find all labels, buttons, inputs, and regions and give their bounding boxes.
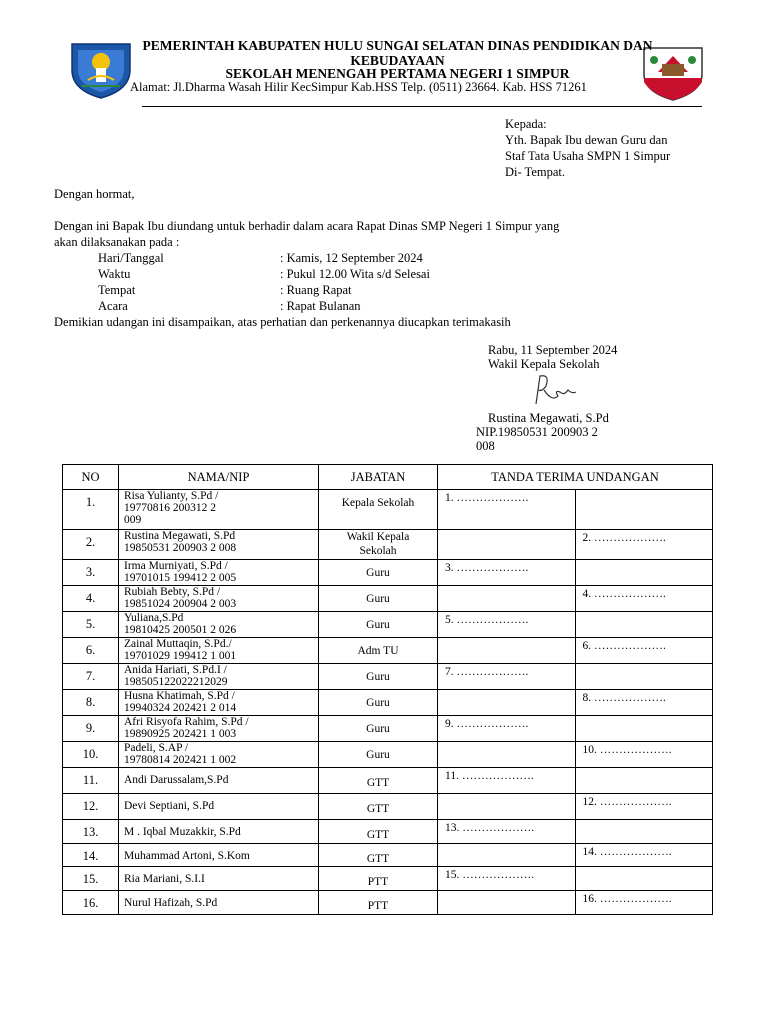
member-position: GTT <box>366 777 390 789</box>
signatory-nip: 008 <box>476 439 495 453</box>
signature-slot-left[interactable] <box>438 638 576 664</box>
signature-slot-right[interactable] <box>575 612 713 638</box>
signature-slot-left[interactable]: 7. ………………. <box>438 664 576 690</box>
header-nama: NAMA/NIP <box>119 465 319 490</box>
signature-slot-left[interactable]: 13. ………………. <box>438 820 576 844</box>
position-cell <box>319 664 438 690</box>
member-name: M . Iqbal Muzakkir, S.Pd <box>124 826 241 838</box>
member-name: Andi Darussalam,S.Pd <box>124 774 229 786</box>
table-row <box>63 794 713 820</box>
member-cell <box>119 638 319 664</box>
member-cell <box>119 716 319 742</box>
intro-text: akan dilaksanakan pada : <box>54 235 180 249</box>
position-cell <box>319 560 438 586</box>
recipient-line: Staf Tata Usaha SMPN 1 Simpur <box>505 149 671 163</box>
member-nip: 19810425 200501 2 026 <box>124 624 237 636</box>
member-name: Padeli, S.AP / <box>124 742 189 754</box>
signature-position: Wakil Kepala Sekolah <box>488 357 600 371</box>
table-row <box>63 638 713 664</box>
member-cell <box>119 560 319 586</box>
member-name: Ria Mariani, S.I.I <box>124 873 205 885</box>
detail-value: : Kamis, 12 September 2024 <box>280 251 423 265</box>
signature-slot-left[interactable] <box>438 844 576 867</box>
member-cell <box>119 768 319 794</box>
table-row <box>63 742 713 768</box>
detail-label: Waktu <box>98 267 131 281</box>
signatory-nip: NIP.19850531 200903 2 <box>476 425 598 439</box>
member-cell <box>119 490 319 530</box>
member-cell <box>119 742 319 768</box>
member-name: Afri Risyofa Rahim, S.Pd / <box>124 716 249 728</box>
signature-slot-right[interactable] <box>575 768 713 794</box>
row-number: 13. <box>63 820 119 844</box>
member-position: Guru <box>366 593 390 605</box>
table-row <box>63 530 713 560</box>
row-number: 15. <box>63 867 119 891</box>
table-row <box>63 612 713 638</box>
signature-slot-left[interactable]: 9. ………………. <box>438 716 576 742</box>
signature-slot-left[interactable]: 15. ………………. <box>438 867 576 891</box>
signature-date: Rabu, 11 September 2024 <box>488 343 618 357</box>
signature-slot-right[interactable]: 16. ………………. <box>575 891 713 915</box>
signature-slot-right[interactable]: 2. ………………. <box>575 530 713 560</box>
position-cell <box>319 638 438 664</box>
position-cell <box>319 716 438 742</box>
signature-slot-left[interactable] <box>438 586 576 612</box>
table-row <box>63 891 713 915</box>
member-name: Zainal Muttaqin, S.Pd./ <box>124 638 232 650</box>
letterhead-title: PEMERINTAH KABUPATEN HULU SUNGAI SELATAN DINAS PENDIDIKAN DAN KEBUDAYAAN <box>142 38 653 68</box>
member-cell <box>119 820 319 844</box>
table-row <box>63 716 713 742</box>
member-name: Risa Yulianty, S.Pd / <box>124 490 219 502</box>
row-number: 7. <box>63 664 119 690</box>
handwritten-signature-icon <box>528 372 578 408</box>
member-nip: 19940324 202421 2 014 <box>124 702 237 714</box>
member-name: Nurul Hafizah, S.Pd <box>124 897 218 909</box>
position-cell <box>319 586 438 612</box>
school-name: SEKOLAH MENENGAH PERTAMA NEGERI 1 SIMPUR <box>225 66 570 81</box>
member-name: Irma Murniyati, S.Pd / <box>124 560 228 572</box>
position-cell <box>319 891 438 915</box>
member-nip: 009 <box>124 514 142 526</box>
member-position: GTT <box>366 803 390 815</box>
member-cell <box>119 612 319 638</box>
header-no: NO <box>63 465 119 490</box>
member-name: Devi Septiani, S.Pd <box>124 800 215 812</box>
position-cell <box>319 820 438 844</box>
row-number: 10. <box>63 742 119 768</box>
row-number: 8. <box>63 690 119 716</box>
member-cell <box>119 794 319 820</box>
member-name: Anida Hariati, S.Pd.I / <box>124 664 227 676</box>
greeting: Dengan hormat, <box>54 187 135 201</box>
signature-slot-right[interactable]: 6. ………………. <box>575 638 713 664</box>
member-position: Guru <box>366 697 390 709</box>
row-number: 5. <box>63 612 119 638</box>
member-cell <box>119 530 319 560</box>
member-name: Rustina Megawati, S.Pd <box>124 530 236 542</box>
position-cell <box>319 612 438 638</box>
member-position: GTT <box>366 829 390 841</box>
signature-slot-right[interactable] <box>575 560 713 586</box>
closing-text: Demikian udangan ini disampaikan, atas perhatian dan perkenannya diucapkan terimakasih <box>54 315 511 329</box>
position-cell <box>319 490 438 530</box>
signature-slot-left[interactable] <box>438 530 576 560</box>
member-cell <box>119 844 319 867</box>
member-position: PTT <box>367 900 389 912</box>
table-row <box>63 490 713 530</box>
signatory-name: Rustina Megawati, S.Pd <box>488 411 609 425</box>
signature-slot-right[interactable]: 12. ………………. <box>575 794 713 820</box>
member-cell <box>119 690 319 716</box>
detail-value: : Pukul 12.00 Wita s/d Selesai <box>280 267 430 281</box>
position-cell <box>319 844 438 867</box>
member-nip: 19780814 202421 1 002 <box>124 754 237 766</box>
row-number: 4. <box>63 586 119 612</box>
detail-label: Acara <box>98 299 128 313</box>
table-row <box>63 768 713 794</box>
table-row <box>63 844 713 867</box>
member-position: GTT <box>366 853 390 865</box>
detail-label: Tempat <box>98 283 136 297</box>
signature-slot-right[interactable]: 8. ………………. <box>575 690 713 716</box>
header-jabatan: JABATAN <box>319 465 438 490</box>
signature-slot-right[interactable] <box>575 867 713 891</box>
signature-slot-right[interactable] <box>575 820 713 844</box>
member-name: Husna Khatimah, S.Pd / <box>124 690 235 702</box>
position-cell <box>319 530 438 560</box>
member-nip: 19770816 200312 2 <box>124 502 216 514</box>
row-number: 12. <box>63 794 119 820</box>
signature-slot-left[interactable] <box>438 690 576 716</box>
row-number: 9. <box>63 716 119 742</box>
signature-slot-right[interactable] <box>575 664 713 690</box>
signature-slot-right[interactable]: 10. ………………. <box>575 742 713 768</box>
letterhead-divider <box>142 106 702 107</box>
table-row <box>63 560 713 586</box>
signature-slot-right[interactable]: 4. ………………. <box>575 586 713 612</box>
recipient-line: Yth. Bapak Ibu dewan Guru dan <box>505 133 668 147</box>
position-cell <box>319 742 438 768</box>
table-row <box>63 820 713 844</box>
table-header-row <box>63 465 713 490</box>
member-position: Guru <box>366 723 390 735</box>
member-cell <box>119 891 319 915</box>
table-row <box>63 867 713 891</box>
invitation-receipt-table <box>62 464 713 915</box>
member-nip: 19890925 202421 1 003 <box>124 728 237 740</box>
member-cell <box>119 664 319 690</box>
row-number: 16. <box>63 891 119 915</box>
signature-slot-left[interactable] <box>438 891 576 915</box>
signature-slot-left[interactable]: 1. ………………. <box>438 490 576 530</box>
signature-slot-right[interactable] <box>575 716 713 742</box>
detail-value: : Ruang Rapat <box>280 283 352 297</box>
row-number: 3. <box>63 560 119 586</box>
position-cell <box>319 794 438 820</box>
row-number: 14. <box>63 844 119 867</box>
school-address: Alamat: Jl.Dharma Wasah Hilir KecSimpur Kab.HSS Telp. (0511) 23664. Kab. HSS 71261 <box>130 80 587 94</box>
signature-slot-right[interactable] <box>575 490 713 530</box>
member-position: Guru <box>366 749 390 761</box>
member-position: Adm TU <box>357 645 399 657</box>
member-position: Guru <box>366 567 390 579</box>
intro-text: Dengan ini Bapak Ibu diundang untuk berhadir dalam acara Rapat Dinas SMP Negeri 1 Simpur yang <box>54 219 560 233</box>
signature-slot-left[interactable]: 5. ………………. <box>438 612 576 638</box>
position-cell <box>319 768 438 794</box>
header-tanda-terima: TANDA TERIMA UNDANGAN <box>438 465 713 490</box>
table-row <box>63 664 713 690</box>
member-cell <box>119 867 319 891</box>
member-position: PTT <box>367 876 389 888</box>
signature-slot-left[interactable] <box>438 794 576 820</box>
member-nip: 19701015 199412 2 005 <box>124 572 237 584</box>
signature-slot-left[interactable]: 3. ………………. <box>438 560 576 586</box>
row-number: 1. <box>63 490 119 530</box>
member-position: Wakil Kepala <box>346 531 410 543</box>
table-row <box>63 586 713 612</box>
member-position: Sekolah <box>359 545 397 557</box>
member-name: Muhammad Artoni, S.Kom <box>124 850 250 862</box>
member-name: Rubiah Bebty, S.Pd / <box>124 586 221 598</box>
member-nip: 19701029 199412 1 001 <box>124 650 237 662</box>
member-nip: 19851024 200904 2 003 <box>124 598 237 610</box>
member-cell <box>119 586 319 612</box>
member-nip: 198505122022212029 <box>124 676 228 688</box>
member-position: Kepala Sekolah <box>341 497 415 509</box>
member-position: Guru <box>366 619 390 631</box>
signature-slot-left[interactable]: 11. ………………. <box>438 768 576 794</box>
member-name: Yuliana,S.Pd <box>124 612 184 624</box>
row-number: 6. <box>63 638 119 664</box>
member-position: Guru <box>366 671 390 683</box>
row-number: 11. <box>63 768 119 794</box>
signature-slot-right[interactable]: 14. ………………. <box>575 844 713 867</box>
detail-label: Hari/Tanggal <box>98 251 164 265</box>
member-nip: 19850531 200903 2 008 <box>124 542 237 554</box>
recipient-label: Kepada: <box>505 117 547 131</box>
signature-slot-left[interactable] <box>438 742 576 768</box>
recipient-line: Di- Tempat. <box>505 165 565 179</box>
detail-value: : Rapat Bulanan <box>280 299 361 313</box>
position-cell <box>319 867 438 891</box>
position-cell <box>319 690 438 716</box>
row-number: 2. <box>63 530 119 560</box>
table-row <box>63 690 713 716</box>
